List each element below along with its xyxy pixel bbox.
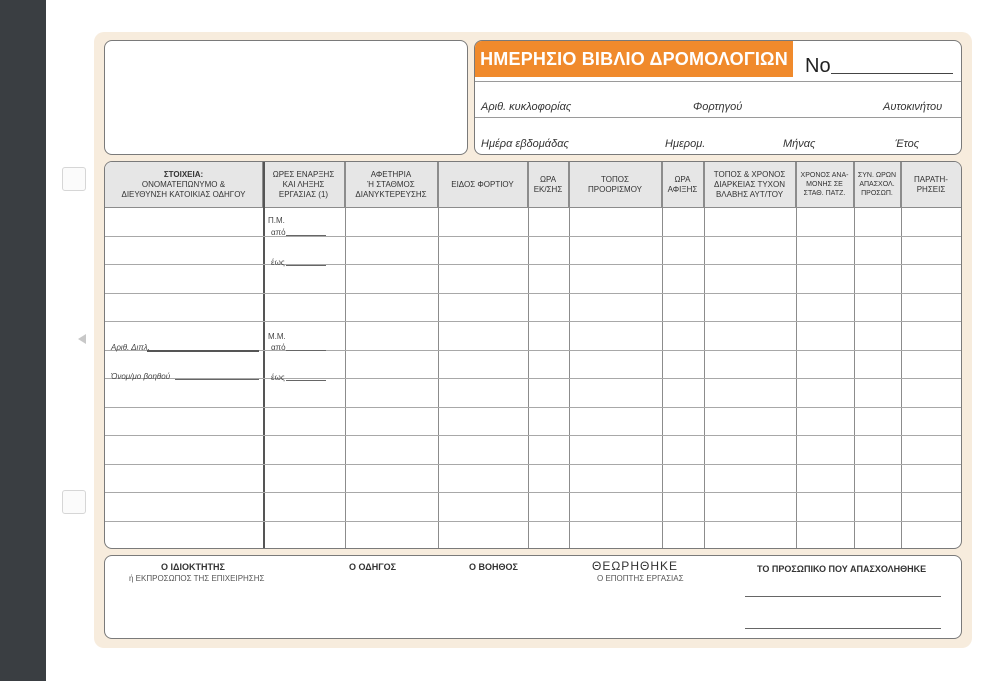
- header-driver-info: ΣΤΟΙΧΕΙΑ: ΟΝΟΜΑΤΕΠΩΝΥΜΟ & ΔΙΕΥΘΥΝΣΗ ΚΑΤΟΙΚΙΑΣ ΟΔΗΓΟΥ: [105, 162, 263, 207]
- trips-table: [104, 161, 962, 549]
- field-minas: Μήνας: [783, 138, 816, 150]
- mm-label: Μ.Μ.: [268, 332, 286, 341]
- to-label-am: έως: [271, 258, 285, 267]
- binding-spine: [0, 0, 46, 681]
- table-row: [105, 521, 961, 522]
- field-hmera-evdomadas: Ημέρα εβδομάδας: [481, 138, 569, 150]
- column-line: [263, 162, 265, 548]
- license-number-field[interactable]: [147, 350, 259, 352]
- field-aftokinitou: Αυτοκινήτου: [883, 101, 943, 113]
- company-stamp-box[interactable]: [104, 40, 468, 155]
- header-destination: ΤΟΠΟΣ ΠΡΟΟΡΙΣΜΟΥ: [569, 162, 662, 207]
- personnel-label: ΤΟ ΠΡΟΣΩΠΙΚΟ ΠΟΥ ΑΠΑΣΧΟΛΗΘΗΚΕ: [757, 564, 927, 574]
- from-field-pm[interactable]: [286, 350, 326, 351]
- owner-label: Ο ΙΔΙΟΚΤΗΤΗΣ: [161, 562, 225, 572]
- center-arrow-mark: [78, 334, 86, 344]
- column-line: [528, 162, 529, 548]
- header-waiting-time: ΧΡΟΝΟΣ ΑΝΑ- ΜΟΝΗΣ ΣΕ ΣΤΑΘ. ΠΑΤΖ.: [796, 162, 854, 207]
- header-cargo-type: ΕΙΔΟΣ ΦΟΡΤΙΟΥ: [438, 162, 528, 207]
- field-fortigou: Φορτηγού: [693, 101, 743, 113]
- assistant-name-field[interactable]: [175, 379, 259, 380]
- header-departure-station: ΑΦΕΤΗΡΙΑ Ή ΣΤΑΘΜΟΣ ΔΙΑΝΥΚΤΕΡΕΥΣΗΣ: [345, 162, 438, 207]
- from-label-pm: από: [271, 343, 286, 352]
- number-label: No: [805, 55, 831, 77]
- signatures-box: [104, 555, 962, 639]
- to-field-am[interactable]: [286, 265, 326, 266]
- header-arrival-time: ΩΡΑ ΑΦΙΞΗΣ: [662, 162, 704, 207]
- seen-sub-label: Ο ΕΠΟΠΤΗΣ ΕΡΓΑΣΙΑΣ: [597, 574, 684, 583]
- column-line: [662, 162, 663, 548]
- assistant-name-label: Όνομ/μο βοηθού: [111, 372, 171, 381]
- table-row: [105, 293, 961, 294]
- column-line: [901, 162, 902, 548]
- from-field-am[interactable]: [286, 235, 326, 236]
- personnel-line-1[interactable]: [745, 596, 941, 597]
- header-remarks: ΠΑΡΑΤΗ- ΡΗΣΕΙΣ: [901, 162, 961, 207]
- column-line: [854, 162, 855, 548]
- form-title: ΗΜΕΡΗΣΙΟ ΒΙΒΛΙΟ ΔΡΟΜΟΛΟΓΙΩΝ: [475, 41, 793, 77]
- seen-label: ΘΕΩΡΗΘΗΚΕ: [592, 559, 678, 573]
- punch-hole-bottom: [62, 490, 86, 514]
- form-sheet: [94, 32, 972, 648]
- column-line: [569, 162, 570, 548]
- header-work-hours: ΩΡΕΣ ΕΝΑΡΞΗΣ ΚΑΙ ΛΗΞΗΣ ΕΡΓΑΣΙΑΣ (1): [263, 162, 345, 207]
- number-field[interactable]: [831, 73, 953, 74]
- table-row: [105, 464, 961, 465]
- header-separator: [105, 207, 961, 208]
- assistant-label: Ο ΒΟΗΘΟΣ: [469, 562, 518, 572]
- from-label-am: από: [271, 228, 286, 237]
- to-label-pm: έως: [271, 373, 285, 382]
- header-total-hours: ΣΥΝ. ΩΡΩΝ ΑΠΑΣΧΟΛ. ΠΡΟΣΩΠ.: [854, 162, 901, 207]
- personnel-line-2[interactable]: [745, 628, 941, 629]
- table-row: [105, 236, 961, 237]
- table-row: [105, 264, 961, 265]
- column-line: [796, 162, 797, 548]
- column-line: [345, 162, 346, 548]
- driver-label: Ο ΟΔΗΓΟΣ: [349, 562, 397, 572]
- table-row: [105, 321, 961, 322]
- divider: [475, 117, 961, 118]
- column-line: [438, 162, 439, 548]
- header-breakdown: ΤΟΠΟΣ & ΧΡΟΝΟΣ ΔΙΑΡΚΕΙΑΣ ΤΥΧΟΝ ΒΛΑΒΗΣ ΑΥΤ/ΤΟΥ: [704, 162, 796, 207]
- table-row: [105, 492, 961, 493]
- table-row: [105, 435, 961, 436]
- license-number-label: Αριθ. Διπλ.: [111, 343, 150, 352]
- table-row: [105, 407, 961, 408]
- pm-label: Π.Μ.: [268, 216, 285, 225]
- to-field-pm[interactable]: [286, 380, 326, 381]
- field-hmerominia: Ημερομ.: [665, 138, 706, 150]
- column-line: [704, 162, 705, 548]
- field-arithmos-kykloforias: Αριθ. κυκλοφορίας: [481, 101, 572, 113]
- owner-sub-label: ή ΕΚΠΡΟΣΩΠΟΣ ΤΗΣ ΕΠΙΧΕΙΡΗΣΗΣ: [129, 574, 265, 583]
- field-etos: Έτος: [895, 138, 920, 150]
- punch-hole-top: [62, 167, 86, 191]
- divider: [475, 81, 961, 82]
- header-box: [474, 40, 962, 155]
- header-departure-time: ΩΡΑ ΕΚ/ΣΗΣ: [528, 162, 569, 207]
